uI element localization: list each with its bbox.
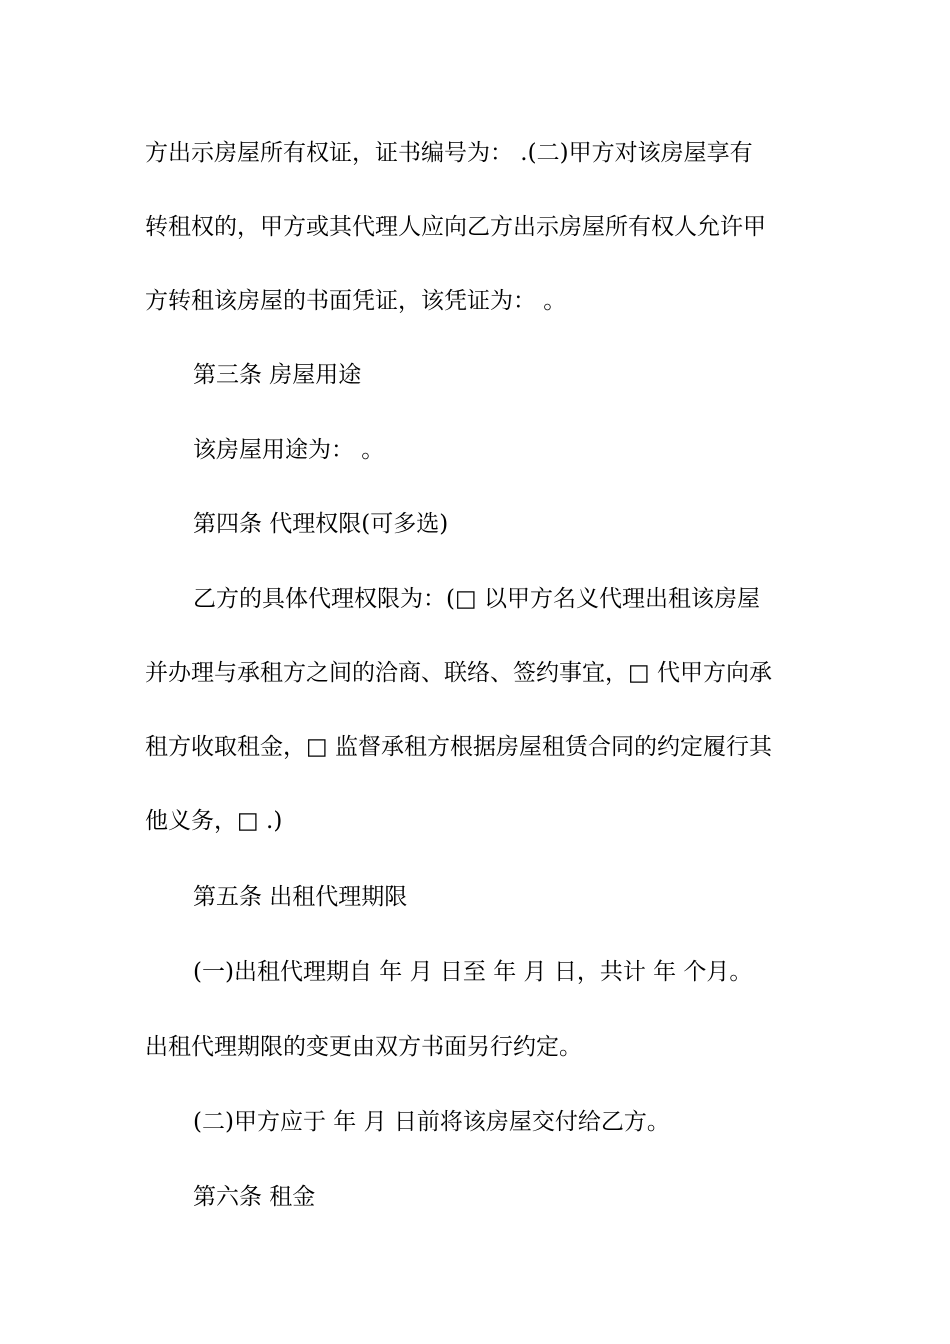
paragraph-line: (二)甲方应于 年 月 日前将该房屋交付给乙方。 bbox=[193, 1109, 670, 1135]
paragraph-line: 方转租该房屋的书面凭证，该凭证为： 。 bbox=[145, 288, 567, 314]
paragraph-line: (一)出租代理期自 年 月 日至 年 月 日，共计 年 个月。 bbox=[193, 959, 753, 985]
paragraph-line: 出租代理期限的变更由双方书面另行约定。 bbox=[145, 1034, 582, 1060]
paragraph-line: 租方收取租金，□ 监督承租方根据房屋租赁合同的约定履行其 bbox=[145, 734, 773, 760]
paragraph-line: 转租权的，甲方或其代理人应向乙方出示房屋所有权人允许甲 bbox=[145, 214, 766, 240]
paragraph-line: 乙方的具体代理权限为：(□ 以甲方名义代理出租该房屋 bbox=[193, 586, 761, 612]
article-heading: 第三条 房屋用途 bbox=[193, 362, 362, 388]
paragraph-line: 该房屋用途为： 。 bbox=[193, 437, 385, 463]
article-heading: 第六条 租金 bbox=[193, 1184, 316, 1210]
article-heading: 第五条 出租代理期限 bbox=[193, 884, 408, 910]
paragraph-line: 并办理与承租方之间的洽商、联络、签约事宜，□ 代甲方向承 bbox=[145, 660, 773, 686]
article-heading: 第四条 代理权限(可多选) bbox=[193, 511, 449, 537]
paragraph-line: 他义务，□ .) bbox=[145, 808, 283, 834]
paragraph-line: 方出示房屋所有权证，证书编号为： .(二)甲方对该房屋享有 bbox=[145, 140, 753, 166]
